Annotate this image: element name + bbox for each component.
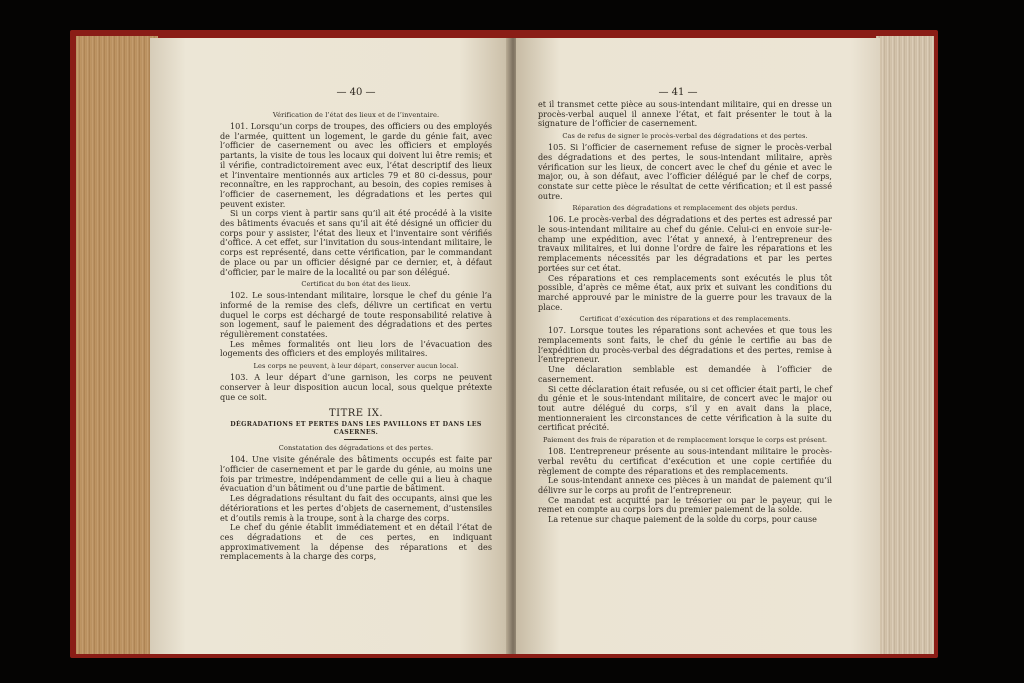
paragraph: Si un corps vient à partir sans qu’il ait été procédé à la visite des bâtiments évacués et sans qu’il ait été désigné un officier du corps pour y assister, l’état des lieux et l’inventaire sont vérifiés d’office. A cet effet, sur l’invitation du sous-intendant militaire, le corps est représenté, dans cette vérification, par le commandant de place ou par un officier désigné par ce dernier, et, à défaut d’officier, par le maire de la localité ou par son délégué. xyxy=(220,208,492,277)
right-page xyxy=(516,38,880,654)
paragraph: Le sous-intendant annexe ces pièces à un mandat de paiement qu’il délivre sur le corps au profit de l’entrepreneur. xyxy=(538,475,832,495)
paragraph: Les dégradations résultant du fait des occupants, ainsi que les détériorations et les pertes d’objets de casernement, d’ustensiles et d’outils remis à la troupe, sont à la charge des corps. xyxy=(220,493,492,523)
left-page-edges xyxy=(76,36,158,654)
section-heading: Cas de refus de signer le procès-verbal des dégradations et des pertes. xyxy=(562,132,808,141)
section-heading: Constatation des dégradations et des pertes. xyxy=(278,444,434,453)
section-heading: Certificat du bon état des lieux. xyxy=(301,280,411,289)
divider xyxy=(344,439,368,440)
paragraph: 106. Le procès-verbal des dégradations et des pertes est adressé par le sous-intendant militaire au chef du génie. Celui-ci en envoie sur-le-champ une expédition, avec l’état y annexé, à l’entrepreneur des travaux militaires, et lui donne l’ordre de faire les réparations et les remplacements nécessités par les dégradations et par les pertes portées sur cet état. xyxy=(538,214,832,273)
paragraph: Une déclaration semblable est demandée à l’officier de casernement. xyxy=(538,364,832,384)
open-book xyxy=(70,30,938,658)
page-number: — 41 — xyxy=(658,87,698,98)
section-heading: Paiement des frais de réparation et de remplacement lorsque le corps est présent. xyxy=(542,436,828,445)
section-heading: Vérification de l’état des lieux et de l’inventaire. xyxy=(272,111,440,119)
paragraph: 105. Si l’officier de casernement refuse de signer le procès-verbal des dégradations et des pertes, le sous-intendant militaire, après vérification sur les lieux, de concert avec le chef du génie et avec le major, ou, à son défaut, avec l’officier délégué par le chef de corps, constate sur cette pièce le résultat de cette vérification; et il est passé outre. xyxy=(538,142,832,201)
section-heading: Réparation des dégradations et remplacement des objets perdus. xyxy=(572,204,798,213)
right-page-text xyxy=(538,100,832,525)
paragraph: Le chef du génie établit immédiatement et en détail l’état de ces dégradations et de ces pertes, en indiquant approximativement la dépense des réparations et des remplacements à la charge des corps, xyxy=(220,522,492,562)
page-number: — 40 — xyxy=(336,87,376,98)
paragraph: Les mêmes formalités ont lieu lors de l’évacuation des logements des officiers et des employés militaires. xyxy=(220,338,492,359)
paragraph: et il transmet cette pièce au sous-intendant militaire, qui en dresse un procès-verbal auquel il annexe l’état, et fait présenter le tout à la signature de l’officier de casernement. xyxy=(538,99,832,129)
chapter-subtitle: DÉGRADATIONS ET PERTES DANS LES PAVILLONS ET DANS LES CASERNES. xyxy=(230,421,482,437)
paragraph: 102. Le sous-intendant militaire, lorsque le chef du génie l’a informé de la remise des clefs, délivre un certificat en vertu duquel le corps est déchargé de toute responsabilité relative à son logement, sauf le paiement des dégradations et des pertes régulièrement constatées. xyxy=(220,290,492,340)
paragraph: 101. Lorsqu’un corps de troupes, des officiers ou des employés de l’armée, quittent un logement, le garde du génie fait, avec l’officier de casernement ou avec les officiers et employés partants, la visite de tous les locaux qui doivent lui être remis; et il vérifie, contradictoirement avec eux, l’état descriptif des lieux et l’inventaire mentionnés aux articles 79 et 80 ci-dessus, pour reconnaître, en les rapprochant, au besoin, des copies remises à l’officier de casernement, les dégradations et les pertes qui peuvent exister. xyxy=(220,121,492,209)
right-page-edges xyxy=(876,36,934,654)
section-heading: Certificat d’exécution des réparations et des remplacements. xyxy=(579,315,791,324)
left-page-text xyxy=(220,108,492,562)
chapter-title: TITRE IX. xyxy=(328,408,384,420)
left-page xyxy=(150,38,510,654)
paragraph: Ce mandat est acquitté par le trésorier ou par le payeur, qui le remet en compte au corps lors du premier paiement de la solde. xyxy=(538,494,832,515)
paragraph: 108. L’entrepreneur présente au sous-intendant militaire le procès-verbal revêtu du certificat d’exécution et une copie certifiée du règlement de compte des réparations et des remplacements. xyxy=(538,446,832,476)
paragraph: 107. Lorsque toutes les réparations sont achevées et que tous les remplacements sont faits, le chef du génie le certifie au bas de l’expédition du procès-verbal des dégradations et des pertes, remise à l’entrepreneur. xyxy=(538,325,832,365)
section-heading: Les corps ne peuvent, à leur départ, conserver aucun local. xyxy=(253,362,459,371)
paragraph: Si cette déclaration était refusée, ou si cet officier était parti, le chef du génie et le sous-intendant militaire, de concert avec le major ou tout autre délégué du corps, s’il y en avait dans la place, mentionneraient les circonstances de cette vérification à la suite du certificat précité. xyxy=(538,383,832,433)
paragraph: Ces réparations et ces remplacements sont exécutés le plus tôt possible, d’après ce même état, aux prix et suivant les conditions du marché approuvé par le ministre de la guerre pour les travaux de la place. xyxy=(538,272,832,312)
paragraph: La retenue sur chaque paiement de la solde du corps, pour cause xyxy=(548,514,817,525)
paragraph: 104. Une visite générale des bâtiments occupés est faite par l’officier de casernement et par le garde du génie, au moins une fois par trimestre, indépendamment de celle qui a lieu à chaque évacuation d’un bâtiment ou d’une partie de bâtiment. xyxy=(220,454,492,494)
paragraph: 103. A leur départ d’une garnison, les corps ne peuvent conserver à leur disposition aucun local, sous quelque prétexte que ce soit. xyxy=(220,372,492,402)
